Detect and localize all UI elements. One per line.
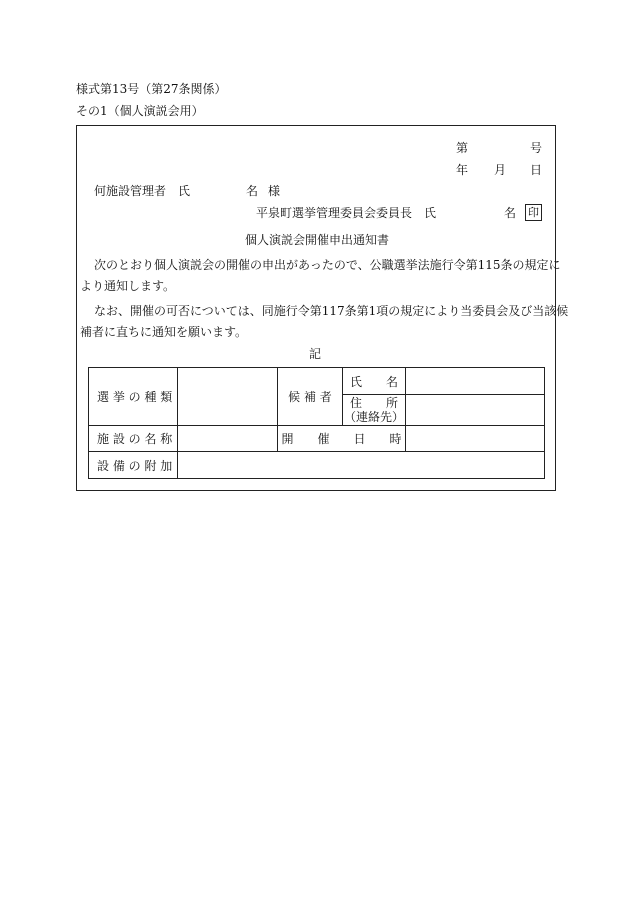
seal-mark — [521, 204, 542, 221]
facility-name-value — [178, 426, 278, 452]
election-type-value — [178, 368, 278, 426]
date-time-value — [406, 426, 545, 452]
election-type-label: 選 挙 の 種 類 — [89, 368, 178, 426]
candidate-name-label: 氏 名 — [343, 368, 406, 395]
body-line-2: より通知します。 — [80, 279, 176, 293]
candidate-label: 候 補 者 — [278, 368, 343, 426]
notification-table — [88, 367, 545, 479]
number-suffix: 号 — [530, 141, 543, 155]
date-time-label: 開 催 日 時 — [278, 426, 406, 452]
facility-name-label: 施 設 の 名 称 — [89, 426, 178, 452]
date-year: 年 — [456, 163, 469, 177]
candidate-address-value — [406, 395, 545, 426]
body-line-1: 次のとおり個人演説会の開催の申出があったので、公職選挙法施行令第115条の規定に — [94, 258, 561, 272]
form-number: 様式第13号（第27条関係） — [76, 82, 227, 96]
candidate-address-label — [343, 395, 406, 426]
addressee-shi: 氏 — [178, 184, 191, 198]
number-prefix: 第 — [456, 141, 469, 155]
equipment-value — [178, 452, 545, 479]
addressee-mei: 名 — [246, 184, 259, 198]
sender-title: 平泉町選挙管理委員会委員長 — [256, 206, 413, 220]
sender-shi: 氏 — [424, 206, 437, 220]
contact-label: （連絡先） — [343, 410, 404, 424]
sender-mei: 名 — [504, 206, 517, 220]
candidate-name-value — [406, 368, 545, 395]
address-label: 住 所 — [349, 396, 398, 410]
date-month: 月 — [494, 163, 507, 177]
addressee-sama: 様 — [268, 184, 281, 198]
form-subtitle: その1（個人演説会用） — [76, 104, 204, 118]
seal-icon: 印 — [525, 204, 542, 221]
addressee-title: 何施設管理者 — [94, 184, 167, 198]
body-line-4: 補者に直ちに通知を願います。 — [80, 325, 248, 339]
document-title: 個人演説会開催申出通知書 — [245, 233, 390, 247]
equipment-label: 設 備 の 附 加 — [89, 452, 178, 479]
ki-label: 記 — [309, 347, 322, 361]
body-line-3: なお、開催の可否については、同施行令第117条第1項の規定により当委員会及び当該候 — [94, 304, 569, 318]
date-day: 日 — [530, 163, 543, 177]
